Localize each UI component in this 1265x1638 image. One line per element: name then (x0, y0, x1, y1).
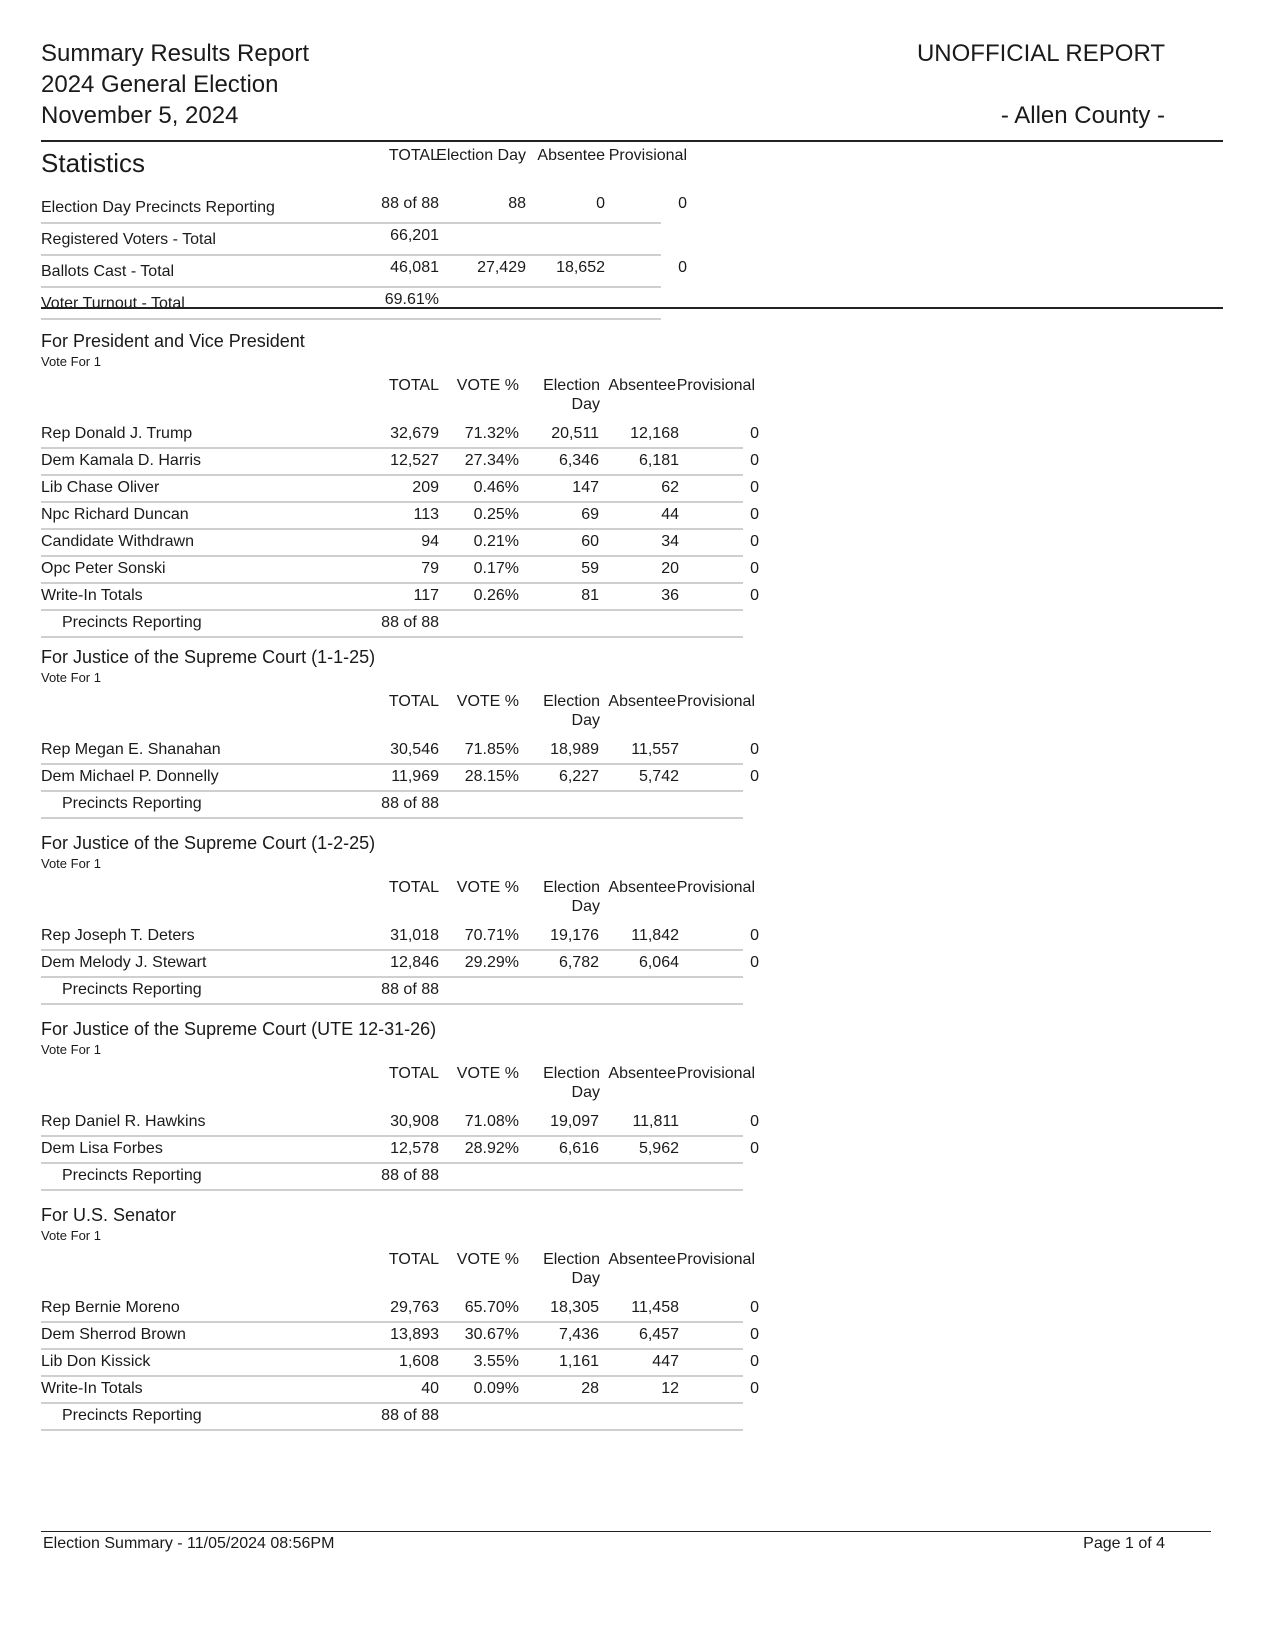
candidate-name: Rep Daniel R. Hawkins (41, 1113, 206, 1130)
candidate-absentee: 12 (661, 1380, 679, 1397)
col-absentee: Absentee (537, 147, 605, 164)
precincts-reporting-row (41, 611, 743, 638)
candidate-eday: 69 (581, 506, 599, 523)
candidate-name: Rep Bernie Moreno (41, 1299, 180, 1316)
col-absentee: Absentee (608, 693, 676, 710)
vote-for-label: Vote For 1 (41, 1228, 101, 1243)
candidate-total: 32,679 (390, 425, 439, 442)
candidate-absentee: 6,064 (638, 954, 679, 971)
candidate-row (41, 449, 759, 476)
contest-title: For Justice of the Supreme Court (UTE 12-31-26) (41, 1019, 437, 1039)
col-election-day: Election Day (543, 1251, 600, 1287)
candidate-pct: 0.46% (473, 479, 519, 496)
candidate-total: 1,608 (398, 1353, 439, 1370)
candidate-eday: 6,782 (558, 954, 599, 971)
contest-column-header (41, 878, 755, 924)
county-name: - Allen County - (1000, 102, 1165, 129)
statistics-total-value: 69.61% (384, 291, 439, 308)
col-election-day: Election Day (543, 1065, 600, 1101)
precincts-reporting-label: Precincts Reporting (62, 614, 202, 631)
candidate-row (41, 1137, 759, 1164)
candidate-eday: 59 (581, 560, 599, 577)
candidate-total: 113 (413, 506, 439, 523)
statistics-row-label: Registered Voters - Total (41, 231, 216, 248)
statistics-row-label: Election Day Precincts Reporting (41, 199, 275, 216)
statistics-absentee-value: 0 (596, 195, 605, 212)
candidate-total: 11,969 (391, 768, 439, 785)
candidate-pct: 0.17% (473, 560, 519, 577)
statistics-divider (41, 307, 1223, 309)
election-date: November 5, 2024 (41, 102, 239, 129)
candidate-name: Candidate Withdrawn (41, 533, 194, 550)
candidate-pct: 30.67% (464, 1326, 519, 1343)
header-divider (41, 140, 1223, 142)
candidate-row (41, 924, 759, 951)
candidate-name: Dem Lisa Forbes (41, 1140, 163, 1157)
candidate-eday: 28 (581, 1380, 599, 1397)
vote-for-label: Vote For 1 (41, 670, 101, 685)
candidate-name: Rep Joseph T. Deters (41, 927, 195, 944)
precincts-reporting-label: Precincts Reporting (62, 1407, 202, 1424)
candidate-provisional: 0 (750, 927, 759, 944)
precincts-reporting-row (41, 792, 743, 819)
candidate-eday: 20,511 (551, 425, 599, 442)
contest-title: For President and Vice President (41, 331, 305, 351)
candidate-row (41, 584, 759, 611)
statistics-row (41, 192, 687, 224)
candidate-name: Lib Don Kissick (41, 1353, 151, 1370)
candidate-eday: 6,227 (558, 768, 599, 785)
candidate-absentee: 20 (661, 560, 679, 577)
statistics-header (41, 146, 687, 192)
precincts-reporting-label: Precincts Reporting (62, 981, 202, 998)
candidate-absentee: 11,842 (631, 927, 679, 944)
candidate-name: Rep Donald J. Trump (41, 425, 193, 442)
candidate-name: Rep Megan E. Shanahan (41, 741, 221, 758)
col-provisional: Provisional (676, 377, 755, 394)
candidate-provisional: 0 (750, 587, 759, 604)
statistics-eday-value: 27,429 (477, 259, 526, 276)
contest-title: For Justice of the Supreme Court (1-2-25) (41, 833, 376, 853)
contest-section (41, 832, 759, 1005)
col-election-day: Election Day (543, 377, 600, 413)
candidate-provisional: 0 (750, 1353, 759, 1370)
candidate-absentee: 12,168 (630, 425, 679, 442)
candidate-row (41, 1110, 759, 1137)
footer-timestamp: Election Summary - 11/05/2024 08:56PM (43, 1535, 335, 1552)
candidate-provisional: 0 (750, 1380, 759, 1397)
statistics-eday-value: 88 (508, 195, 526, 212)
candidate-name: Write-In Totals (41, 587, 143, 604)
candidate-eday: 81 (581, 587, 599, 604)
col-absentee: Absentee (608, 1251, 676, 1268)
candidate-pct: 0.25% (473, 506, 519, 523)
candidate-total: 13,893 (390, 1326, 439, 1343)
candidate-pct: 71.85% (464, 741, 519, 758)
col-election-day: Election Day (436, 147, 526, 164)
candidate-row (41, 951, 759, 978)
candidate-absentee: 447 (652, 1353, 679, 1370)
candidate-row (41, 476, 759, 503)
candidate-absentee: 11,811 (632, 1113, 679, 1130)
col-vote-pct: VOTE % (456, 693, 519, 710)
candidate-total: 117 (413, 587, 439, 604)
candidate-absentee: 6,457 (638, 1326, 679, 1343)
statistics-row (41, 224, 661, 256)
candidate-absentee: 62 (661, 479, 679, 496)
statistics-row (41, 288, 661, 318)
statistics-provisional-value: 0 (678, 259, 687, 276)
statistics-total-value: 88 of 88 (381, 195, 439, 212)
col-absentee: Absentee (608, 1065, 676, 1082)
contest-column-header (41, 692, 755, 738)
col-vote-pct: VOTE % (456, 1065, 519, 1082)
candidate-name: Opc Peter Sonski (41, 560, 166, 577)
col-total: TOTAL (388, 693, 439, 710)
candidate-eday: 147 (572, 479, 599, 496)
candidate-eday: 6,616 (558, 1140, 599, 1157)
candidate-provisional: 0 (750, 560, 759, 577)
candidate-absentee: 6,181 (638, 452, 679, 469)
footer-divider (41, 1531, 1211, 1532)
col-vote-pct: VOTE % (456, 1251, 519, 1268)
col-vote-pct: VOTE % (456, 377, 519, 394)
statistics-row (41, 256, 687, 288)
col-total: TOTAL (388, 147, 439, 164)
precincts-reporting-row (41, 978, 743, 1005)
statistics-title: Statistics (41, 148, 146, 178)
col-provisional: Provisional (676, 1251, 755, 1268)
candidate-provisional: 0 (750, 741, 759, 758)
precincts-reporting-value: 88 of 88 (381, 614, 439, 631)
candidate-name: Dem Kamala D. Harris (41, 452, 202, 469)
contest-title: For Justice of the Supreme Court (1-1-25) (41, 647, 376, 667)
candidate-eday: 1,161 (558, 1353, 599, 1370)
candidate-absentee: 36 (661, 587, 679, 604)
candidate-pct: 28.92% (464, 1140, 519, 1157)
col-provisional: Provisional (608, 147, 687, 164)
statistics-absentee-value: 18,652 (556, 259, 605, 276)
report-title: Summary Results Report (41, 40, 310, 67)
candidate-row (41, 1350, 759, 1377)
candidate-pct: 28.15% (464, 768, 519, 785)
candidate-pct: 29.29% (464, 954, 519, 971)
precincts-reporting-value: 88 of 88 (381, 1167, 439, 1184)
candidate-row (41, 530, 759, 557)
report-status: UNOFFICIAL REPORT (916, 40, 1165, 67)
statistics-total-value: 46,081 (390, 259, 439, 276)
col-absentee: Absentee (608, 377, 676, 394)
candidate-total: 12,846 (390, 954, 439, 971)
candidate-provisional: 0 (750, 954, 759, 971)
candidate-row (41, 738, 759, 765)
candidate-total: 31,018 (390, 927, 439, 944)
candidate-provisional: 0 (750, 479, 759, 496)
candidate-eday: 60 (581, 533, 599, 550)
col-provisional: Provisional (676, 693, 755, 710)
candidate-total: 29,763 (390, 1299, 439, 1316)
col-total: TOTAL (388, 1251, 439, 1268)
contest-section (41, 330, 759, 638)
candidate-eday: 18,305 (550, 1299, 599, 1316)
candidate-total: 30,908 (390, 1113, 439, 1130)
candidate-row (41, 557, 759, 584)
candidate-pct: 70.71% (464, 927, 519, 944)
candidate-absentee: 34 (661, 533, 679, 550)
candidate-provisional: 0 (750, 1113, 759, 1130)
candidate-name: Npc Richard Duncan (41, 506, 189, 523)
candidate-name: Dem Melody J. Stewart (41, 954, 207, 971)
candidate-provisional: 0 (750, 1326, 759, 1343)
candidate-total: 209 (412, 479, 439, 496)
col-provisional: Provisional (676, 1065, 755, 1082)
precincts-reporting-label: Precincts Reporting (62, 795, 202, 812)
col-absentee: Absentee (608, 879, 676, 896)
candidate-pct: 27.34% (464, 452, 519, 469)
candidate-row (41, 1323, 759, 1350)
candidate-absentee: 5,742 (638, 768, 679, 785)
precincts-reporting-row (41, 1404, 743, 1431)
statistics-row-label: Voter Turnout - Total (41, 295, 185, 312)
col-election-day: Election Day (543, 693, 600, 729)
contest-column-header (41, 1064, 755, 1110)
candidate-provisional: 0 (750, 452, 759, 469)
candidate-eday: 19,097 (550, 1113, 599, 1130)
candidate-provisional: 0 (750, 425, 759, 442)
statistics-section (41, 146, 687, 320)
candidate-name: Write-In Totals (41, 1380, 143, 1397)
report-title-block (41, 38, 309, 131)
contest-column-header (41, 1250, 755, 1296)
candidate-eday: 19,176 (550, 927, 599, 944)
col-vote-pct: VOTE % (456, 879, 519, 896)
candidate-row (41, 765, 759, 792)
candidate-total: 12,578 (390, 1140, 439, 1157)
statistics-total-value: 66,201 (390, 227, 439, 244)
contest-section (41, 646, 759, 819)
candidate-provisional: 0 (750, 1140, 759, 1157)
page-number: Page 1 of 4 (1083, 1535, 1165, 1552)
election-name: 2024 General Election (41, 71, 279, 98)
candidate-absentee: 44 (661, 506, 679, 523)
candidate-pct: 65.70% (464, 1299, 519, 1316)
candidate-pct: 0.09% (473, 1380, 519, 1397)
precincts-reporting-label: Precincts Reporting (62, 1167, 202, 1184)
vote-for-label: Vote For 1 (41, 1042, 101, 1057)
candidate-pct: 3.55% (473, 1353, 519, 1370)
candidate-row (41, 422, 759, 449)
candidate-provisional: 0 (750, 768, 759, 785)
precincts-reporting-value: 88 of 88 (381, 795, 439, 812)
precincts-reporting-value: 88 of 88 (381, 1407, 439, 1424)
candidate-absentee: 11,458 (631, 1299, 679, 1316)
col-total: TOTAL (388, 1065, 439, 1082)
contest-section (41, 1018, 759, 1191)
candidate-pct: 71.08% (464, 1113, 519, 1130)
candidate-provisional: 0 (750, 533, 759, 550)
candidate-row (41, 1377, 759, 1404)
candidate-pct: 0.26% (473, 587, 519, 604)
candidate-absentee: 5,962 (638, 1140, 679, 1157)
candidate-provisional: 0 (750, 1299, 759, 1316)
col-total: TOTAL (388, 879, 439, 896)
col-provisional: Provisional (676, 879, 755, 896)
candidate-name: Dem Sherrod Brown (41, 1326, 186, 1343)
col-total: TOTAL (388, 377, 439, 394)
candidate-eday: 7,436 (558, 1326, 599, 1343)
statistics-row-label: Ballots Cast - Total (41, 263, 175, 280)
col-election-day: Election Day (543, 879, 600, 915)
candidate-provisional: 0 (750, 506, 759, 523)
statistics-provisional-value: 0 (678, 195, 687, 212)
candidate-pct: 71.32% (464, 425, 519, 442)
precincts-reporting-row (41, 1164, 743, 1191)
candidate-total: 12,527 (390, 452, 439, 469)
candidate-name: Lib Chase Oliver (41, 479, 160, 496)
vote-for-label: Vote For 1 (41, 856, 101, 871)
candidate-total: 94 (421, 533, 439, 550)
candidate-eday: 6,346 (558, 452, 599, 469)
contest-title: For U.S. Senator (41, 1205, 177, 1225)
candidate-name: Dem Michael P. Donnelly (41, 768, 219, 785)
candidate-total: 79 (421, 560, 439, 577)
candidate-total: 40 (421, 1380, 439, 1397)
candidate-row (41, 1296, 759, 1323)
contest-column-header (41, 376, 755, 422)
candidate-total: 30,546 (390, 741, 439, 758)
candidate-eday: 18,989 (550, 741, 599, 758)
candidate-absentee: 11,557 (631, 741, 679, 758)
contest-section (41, 1204, 759, 1431)
vote-for-label: Vote For 1 (41, 354, 101, 369)
candidate-row (41, 503, 759, 530)
precincts-reporting-value: 88 of 88 (381, 981, 439, 998)
candidate-pct: 0.21% (473, 533, 519, 550)
